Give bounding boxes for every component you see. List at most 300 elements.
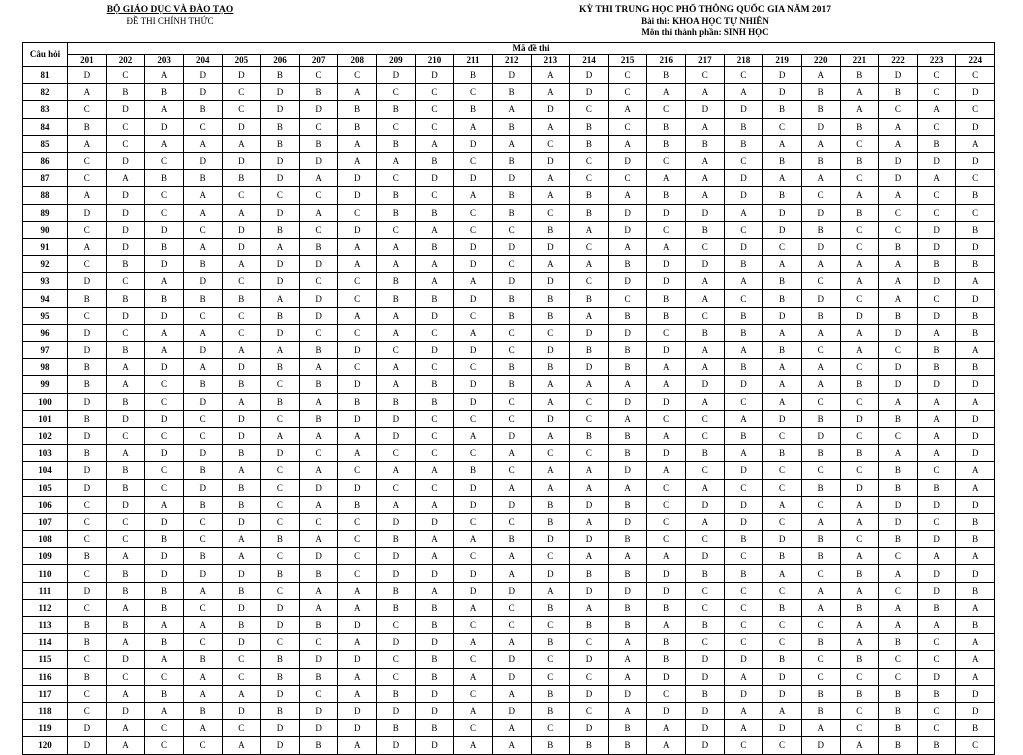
answer-cell: D [338,479,377,496]
answer-cell: D [686,737,725,754]
answer-cell: D [454,582,493,599]
answer-cell: D [338,651,377,668]
question-number: 111 [23,582,68,599]
answer-cell: C [454,410,493,427]
answer-cell: A [917,410,956,427]
question-number: 103 [23,445,68,462]
answer-cell: D [183,84,222,101]
answer-cell: B [183,496,222,513]
answer-cell: D [454,496,493,513]
answer-cell: D [299,548,338,565]
answer-cell: C [454,513,493,530]
answer-cell: B [454,462,493,479]
answer-cell: A [145,702,184,719]
answer-cell: D [724,238,763,255]
answer-cell: C [840,238,879,255]
answer-cell: C [724,221,763,238]
answer-cell: B [608,445,647,462]
answer-cell: C [879,668,918,685]
answer-cell: D [531,410,570,427]
answer-cell: A [801,67,840,84]
subject-name: Môn thi thành phần: SINH HỌC [641,27,769,37]
table-row [23,342,995,359]
answer-cell: A [454,273,493,290]
answer-cell: A [183,582,222,599]
answer-cell: C [686,599,725,616]
answer-cell: C [338,204,377,221]
answer-cell: D [608,685,647,702]
answer-cell: C [956,67,995,84]
answer-cell: D [531,101,570,118]
answer-cell: C [377,668,416,685]
answer-cell: C [917,513,956,530]
table-row [23,548,995,565]
exam-code-214: 214 [570,55,609,67]
answer-cell: B [647,651,686,668]
answer-cell: D [261,720,300,737]
answer-cell: B [608,307,647,324]
answer-cell: C [840,290,879,307]
answer-cell: A [299,599,338,616]
answer-cell: D [763,685,802,702]
answer-cell: B [415,720,454,737]
answer-cell: D [106,204,145,221]
answer-cell: C [492,617,531,634]
answer-cell: D [724,187,763,204]
answer-cell: D [222,67,261,84]
answer-cell: C [917,720,956,737]
exam-code-211: 211 [454,55,493,67]
answer-cell: D [415,170,454,187]
answer-cell: D [840,307,879,324]
answer-cell: D [183,342,222,359]
answer-cell: A [183,685,222,702]
answer-cell: C [377,170,416,187]
answer-cell: D [686,720,725,737]
answer-cell: A [106,634,145,651]
question-number: 98 [23,359,68,376]
answer-cell: C [454,359,493,376]
answer-cell: D [415,342,454,359]
answer-cell: A [840,513,879,530]
answer-cell: A [801,359,840,376]
answer-cell: C [840,702,879,719]
answer-cell: A [840,324,879,341]
answer-cell: B [879,238,918,255]
table-row [23,393,995,410]
answer-cell: C [724,152,763,169]
answer-cell: C [724,290,763,307]
answer-cell: D [801,737,840,754]
answer-cell: C [840,221,879,238]
answer-cell: C [183,427,222,444]
answer-cell: B [145,84,184,101]
answer-cell: D [222,410,261,427]
answer-cell: A [608,238,647,255]
answer-cell: B [763,651,802,668]
question-number: 100 [23,393,68,410]
answer-cell: C [183,599,222,616]
answer-cell: A [415,135,454,152]
answer-cell: B [801,702,840,719]
answer-cell: C [570,445,609,462]
answer-cell: B [647,118,686,135]
answer-cell: B [647,135,686,152]
answer-cell: D [763,221,802,238]
answer-cell: C [608,67,647,84]
question-number: 110 [23,565,68,582]
answer-cell: C [531,668,570,685]
answer-cell: A [570,376,609,393]
answer-cell: D [145,548,184,565]
answer-cell: B [531,221,570,238]
answer-cell: A [879,599,918,616]
answer-cell: B [299,410,338,427]
answer-cell: B [68,668,107,685]
answer-cell: D [763,67,802,84]
answer-cell: D [917,496,956,513]
answer-cell: A [106,720,145,737]
exam-code-row [23,55,995,67]
answer-cell: A [763,702,802,719]
answer-cell: B [68,410,107,427]
answer-cell: D [608,152,647,169]
answer-cell: C [840,170,879,187]
answer-cell: A [647,238,686,255]
answer-cell: D [570,651,609,668]
answer-cell: B [183,256,222,273]
answer-cell: A [299,462,338,479]
answer-cell: D [415,67,454,84]
answer-cell: C [801,565,840,582]
answer-cell: B [956,513,995,530]
answer-cell: C [145,737,184,754]
answer-cell: A [686,118,725,135]
answer-cell: A [338,84,377,101]
answer-cell: B [531,513,570,530]
answer-cell: A [801,513,840,530]
answer-cell: C [261,462,300,479]
answer-cell: D [183,479,222,496]
answer-cell: B [222,496,261,513]
answer-cell: A [570,462,609,479]
exam-code-202: 202 [106,55,145,67]
answer-cell: D [377,427,416,444]
answer-cell: B [570,135,609,152]
answer-cell: A [338,307,377,324]
answer-cell: A [879,118,918,135]
answer-cell: D [68,324,107,341]
answer-cell: B [570,204,609,221]
answer-cell: B [377,101,416,118]
answer-cell: A [183,668,222,685]
answer-cell: C [492,599,531,616]
answer-cell: D [956,238,995,255]
answer-cell: A [261,427,300,444]
answer-cell: D [917,152,956,169]
answer-cell: A [647,359,686,376]
answer-cell: C [183,410,222,427]
answer-cell: B [840,651,879,668]
answer-cell: A [917,617,956,634]
answer-cell: D [647,445,686,462]
table-row [23,599,995,616]
answer-cell: C [686,531,725,548]
answer-cell: D [956,445,995,462]
answer-cell: C [917,651,956,668]
answer-cell: C [145,393,184,410]
answer-cell: C [570,170,609,187]
answer-cell: B [183,702,222,719]
answer-cell: D [956,565,995,582]
exam-code-217: 217 [686,55,725,67]
answer-cell: C [106,273,145,290]
answer-cell: A [724,668,763,685]
answer-cell: D [763,531,802,548]
answer-cell: D [377,565,416,582]
answer-cell: D [531,342,570,359]
answer-cell: C [570,668,609,685]
answer-cell: D [956,685,995,702]
answer-cell: C [145,187,184,204]
answer-cell: B [647,187,686,204]
answer-cell: B [68,634,107,651]
answer-cell: D [647,702,686,719]
answer-cell: C [608,290,647,307]
answer-cell: B [608,599,647,616]
answer-cell: B [68,548,107,565]
answer-cell: B [956,531,995,548]
answer-cell: C [724,617,763,634]
answer-cell: D [68,479,107,496]
table-row [23,582,995,599]
answer-cell: C [686,238,725,255]
answer-cell: B [377,187,416,204]
answer-cell: C [454,685,493,702]
answer-cell: A [956,462,995,479]
answer-cell: D [608,273,647,290]
answer-cell: D [338,342,377,359]
answer-cell: B [377,393,416,410]
answer-cell: C [492,221,531,238]
answer-cell: D [183,565,222,582]
test-name: Bài thi: KHOA HỌC TỰ NHIÊN [641,16,769,26]
answer-cell: B [686,685,725,702]
answer-cell: B [145,685,184,702]
answer-cell: B [724,531,763,548]
answer-cell: C [647,152,686,169]
answer-cell: B [840,152,879,169]
answer-cell: D [724,685,763,702]
answer-cell: D [183,393,222,410]
answer-cell: B [801,479,840,496]
answer-cell: A [840,617,879,634]
answer-cell: C [454,221,493,238]
answer-cell: D [145,445,184,462]
answer-cell: C [377,221,416,238]
answer-cell: D [299,290,338,307]
answer-cell: A [570,221,609,238]
answer-cell: B [106,462,145,479]
answer-cell: B [724,359,763,376]
answer-cell: A [879,393,918,410]
answer-cell: B [840,685,879,702]
answer-cell: B [145,582,184,599]
table-row [23,118,995,135]
answer-cell: A [145,135,184,152]
answer-cell: C [840,720,879,737]
answer-cell: B [183,548,222,565]
answer-cell: A [492,548,531,565]
answer-cell: D [338,376,377,393]
question-number: 113 [23,617,68,634]
answer-cell: B [608,427,647,444]
answer-cell: D [608,393,647,410]
answer-cell: D [338,170,377,187]
answer-cell: B [647,67,686,84]
answer-cell: C [454,152,493,169]
answer-cell: A [686,479,725,496]
answer-cell: C [686,410,725,427]
answer-cell: B [68,376,107,393]
answer-cell: A [879,135,918,152]
answer-cell: B [570,187,609,204]
answer-cell: D [647,273,686,290]
answer-cell: A [763,359,802,376]
answer-cell: B [879,462,918,479]
answer-cell: D [106,651,145,668]
table-row [23,290,995,307]
answer-cell: B [956,582,995,599]
answer-cell: C [106,67,145,84]
answer-cell: D [917,238,956,255]
question-number: 84 [23,118,68,135]
answer-cell: A [686,84,725,101]
answer-cell: D [261,204,300,221]
answer-cell: A [145,651,184,668]
answer-cell: B [608,359,647,376]
answer-cell: A [145,273,184,290]
answer-cell: D [492,170,531,187]
answer-cell: C [570,273,609,290]
answer-cell: D [686,548,725,565]
answer-cell: B [338,496,377,513]
answer-cell: C [724,634,763,651]
answer-cell: B [801,84,840,101]
answer-cell: C [724,548,763,565]
answer-cell: C [570,702,609,719]
ministry-header [90,5,250,27]
answer-cell: B [145,290,184,307]
answer-cell: D [454,342,493,359]
answer-cell: D [299,307,338,324]
answer-cell: B [956,221,995,238]
answer-cell: A [183,324,222,341]
answer-cell: D [917,668,956,685]
table-row [23,376,995,393]
answer-cell: B [917,256,956,273]
answer-cell: D [763,84,802,101]
answer-cell: C [570,410,609,427]
answer-cell: B [570,617,609,634]
answer-cell: B [454,67,493,84]
question-number: 119 [23,720,68,737]
answer-cell: B [801,685,840,702]
answer-cell: A [145,496,184,513]
answer-cell: C [724,599,763,616]
answer-cell: D [724,496,763,513]
answer-cell: B [222,617,261,634]
answer-cell: B [724,427,763,444]
answer-cell: D [956,376,995,393]
answer-cell: C [261,548,300,565]
answer-cell: D [106,238,145,255]
answer-cell: D [647,204,686,221]
exam-code-209: 209 [377,55,416,67]
answer-cell: C [840,531,879,548]
answer-cell: C [261,376,300,393]
answer-cell: C [183,513,222,530]
answer-cell: C [145,668,184,685]
answer-cell: D [492,668,531,685]
answer-cell: D [570,582,609,599]
answer-cell: C [222,651,261,668]
table-row [23,702,995,719]
answer-cell: D [222,599,261,616]
answer-cell: A [956,342,995,359]
answer-cell: D [222,513,261,530]
answer-cell: A [106,376,145,393]
answer-cell: D [647,342,686,359]
answer-cell: D [415,685,454,702]
table-row [23,152,995,169]
answer-cell: B [145,238,184,255]
answer-cell: A [222,204,261,221]
answer-cell: D [145,221,184,238]
answer-cell: D [299,256,338,273]
answer-cell: B [570,290,609,307]
answer-cell: B [222,376,261,393]
answer-cell: D [299,702,338,719]
answer-cell: B [183,101,222,118]
answer-cell: D [917,273,956,290]
answer-cell: D [106,187,145,204]
answer-cell: A [299,393,338,410]
answer-cell: C [454,548,493,565]
answer-cell: C [338,324,377,341]
answer-cell: C [338,462,377,479]
answer-cell: B [608,720,647,737]
answer-cell: C [608,170,647,187]
table-row [23,427,995,444]
answer-cell: C [299,118,338,135]
answer-cell: D [570,84,609,101]
answer-cell: A [956,634,995,651]
answer-cell: B [492,187,531,204]
answer-cell: D [531,152,570,169]
table-row [23,565,995,582]
answer-cell: A [454,668,493,685]
answer-cell: A [570,548,609,565]
answer-cell: A [570,479,609,496]
answer-cell: B [377,273,416,290]
answer-cell: A [608,135,647,152]
answer-cell: A [377,376,416,393]
answer-cell: D [222,565,261,582]
answer-cell: D [492,67,531,84]
answer-cell: B [686,445,725,462]
answer-cell: A [686,170,725,187]
